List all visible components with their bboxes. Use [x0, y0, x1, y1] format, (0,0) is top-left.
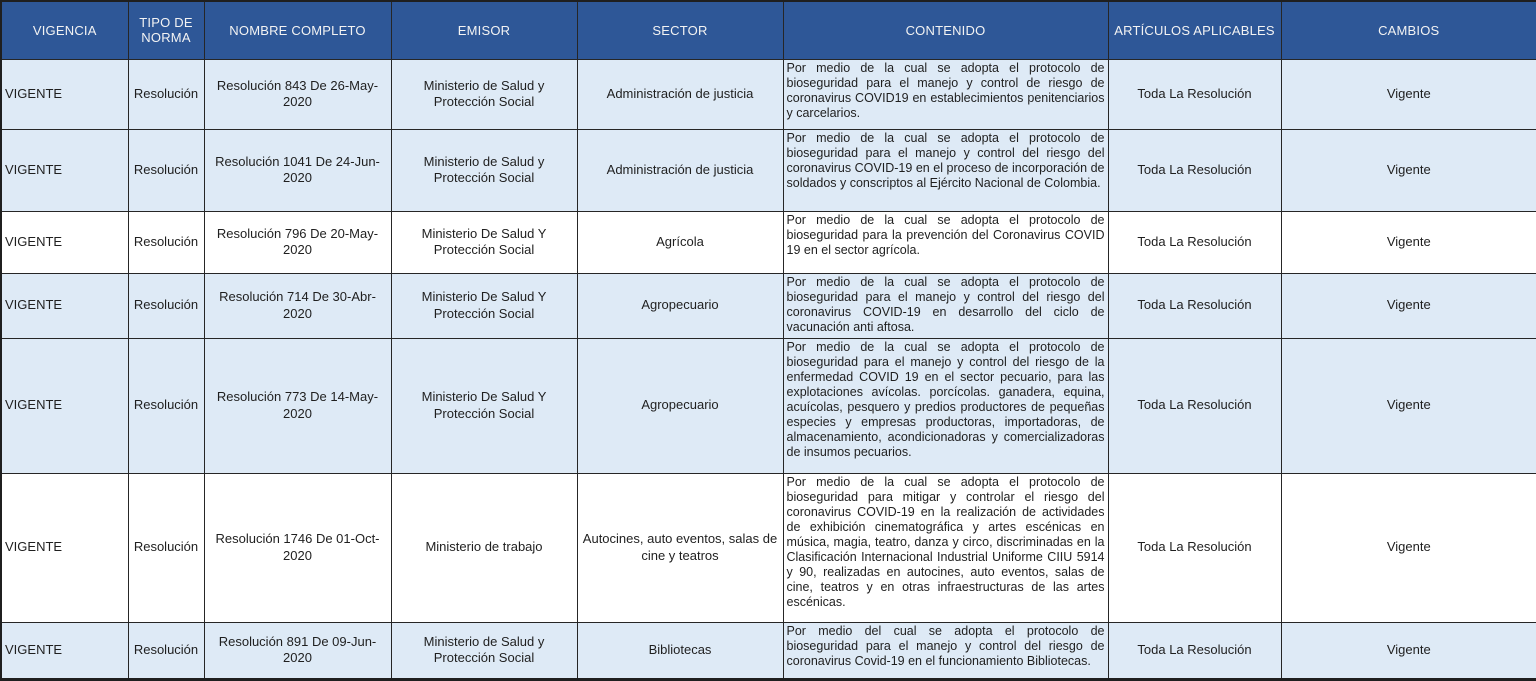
cell-contenido: Por medio de la cual se adopta el protocolo de bioseguridad para el manejo y control del riesgo del coronavirus COVID-19 en el proceso de incorporación de soldados y conscriptos al Ejército Nacional de Colombia. [783, 129, 1108, 211]
cell-contenido: Por medio del cual se adopta el protocolo de bioseguridad para el manejo y control del riesgo de coronavirus Covid-19 en el funcionamiento Bibliotecas. [783, 622, 1108, 679]
cell-cambios: Vigente [1281, 473, 1536, 622]
col-header-tipo-de-norma: TIPO DE NORMA [128, 1, 204, 59]
cell-articulos-aplicables: Toda La Resolución [1108, 129, 1281, 211]
cell-nombre-completo: Resolución 1746 De 01-Oct-2020 [204, 473, 391, 622]
table-row [1, 622, 1536, 679]
table-row [1, 211, 1536, 273]
col-header-nombre-completo: NOMBRE COMPLETO [204, 1, 391, 59]
cell-contenido: Por medio de la cual se adopta el protocolo de bioseguridad para mitigar y controlar el riesgo del coronavirus COVID-19 en la realización de actividades de exhibición cinematográfica y artes escénicas en música, magia, teatro, danza y circo, discriminadas en la Clasificación Internacional Industrial Uniforme CIIU 5914 y 90, realizadas en autocines, auto eventos, salas de cine, teatros y en otras infraestructuras de las artes escénicas. [783, 473, 1108, 622]
cell-contenido: Por medio de la cual se adopta el protocolo de bioseguridad para el manejo y control de riesgo de coronavirus COVID19 en establecimientos penitenciarios y carcelarios. [783, 59, 1108, 129]
col-header-contenido: CONTENIDO [783, 1, 1108, 59]
cell-tipo-de-norma: Resolución [128, 338, 204, 473]
table-row [1, 473, 1536, 622]
col-header-sector: SECTOR [577, 1, 783, 59]
table-row [1, 338, 1536, 473]
cell-cambios: Vigente [1281, 622, 1536, 679]
cell-sector: Administración de justicia [577, 59, 783, 129]
cell-vigencia: VIGENTE [1, 273, 128, 338]
cell-articulos-aplicables: Toda La Resolución [1108, 338, 1281, 473]
cell-sector: Agrícola [577, 211, 783, 273]
cell-cambios: Vigente [1281, 273, 1536, 338]
cell-sector: Agropecuario [577, 338, 783, 473]
table-row [1, 129, 1536, 211]
col-header-emisor: EMISOR [391, 1, 577, 59]
cell-nombre-completo: Resolución 796 De 20-May-2020 [204, 211, 391, 273]
cell-sector: Autocines, auto eventos, salas de cine y teatros [577, 473, 783, 622]
table-row [1, 59, 1536, 129]
cell-contenido: Por medio de la cual se adopta el protocolo de bioseguridad para el manejo y control del riesgo del coronavirus COVID-19 en desarrollo del ciclo de vacunación anti aftosa. [783, 273, 1108, 338]
cell-cambios: Vigente [1281, 338, 1536, 473]
cell-articulos-aplicables: Toda La Resolución [1108, 273, 1281, 338]
cell-contenido: Por medio de la cual se adopta el protocolo de bioseguridad para el manejo y control del riesgo de la enfermedad COVID 19 en el sector pecuario, para las explotaciones avícolas. porcícolas. ganadera, equina, acuícolas, pesquero y predios productores de pequeñas especies y empresas productoras, importadoras, de almacenamiento, acondicionadoras y comercializadoras de insumos pecuarios. [783, 338, 1108, 473]
cell-emisor: Ministerio De Salud Y Protección Social [391, 273, 577, 338]
cell-vigencia: VIGENTE [1, 129, 128, 211]
cell-articulos-aplicables: Toda La Resolución [1108, 211, 1281, 273]
cell-cambios: Vigente [1281, 59, 1536, 129]
cell-articulos-aplicables: Toda La Resolución [1108, 59, 1281, 129]
cell-tipo-de-norma: Resolución [128, 473, 204, 622]
cell-vigencia: VIGENTE [1, 211, 128, 273]
cell-emisor: Ministerio De Salud Y Protección Social [391, 338, 577, 473]
cell-articulos-aplicables: Toda La Resolución [1108, 622, 1281, 679]
cell-vigencia: VIGENTE [1, 622, 128, 679]
cell-vigencia: VIGENTE [1, 338, 128, 473]
cell-emisor: Ministerio de Salud y Protección Social [391, 59, 577, 129]
cell-tipo-de-norma: Resolución [128, 59, 204, 129]
header-row [1, 1, 1536, 59]
cell-emisor: Ministerio de trabajo [391, 473, 577, 622]
cell-tipo-de-norma: Resolución [128, 211, 204, 273]
cell-vigencia: VIGENTE [1, 59, 128, 129]
cell-tipo-de-norma: Resolución [128, 273, 204, 338]
cell-nombre-completo: Resolución 714 De 30-Abr-2020 [204, 273, 391, 338]
col-header-vigencia: VIGENCIA [1, 1, 128, 59]
cell-nombre-completo: Resolución 843 De 26-May-2020 [204, 59, 391, 129]
cell-nombre-completo: Resolución 773 De 14-May-2020 [204, 338, 391, 473]
cell-emisor: Ministerio de Salud y Protección Social [391, 622, 577, 679]
cell-cambios: Vigente [1281, 129, 1536, 211]
cell-vigencia: VIGENTE [1, 473, 128, 622]
cell-emisor: Ministerio De Salud Y Protección Social [391, 211, 577, 273]
cell-nombre-completo: Resolución 891 De 09-Jun-2020 [204, 622, 391, 679]
col-header-articulos-aplicables: ARTÍCULOS APLICABLES [1108, 1, 1281, 59]
cell-contenido: Por medio de la cual se adopta el protocolo de bioseguridad para la prevención del Coronavirus COVID 19 en el sector agrícola. [783, 211, 1108, 273]
cell-cambios: Vigente [1281, 211, 1536, 273]
table-row [1, 273, 1536, 338]
cell-tipo-de-norma: Resolución [128, 129, 204, 211]
cell-sector: Bibliotecas [577, 622, 783, 679]
cell-emisor: Ministerio de Salud y Protección Social [391, 129, 577, 211]
cell-tipo-de-norma: Resolución [128, 622, 204, 679]
table-body [1, 59, 1536, 679]
cell-nombre-completo: Resolución 1041 De 24-Jun-2020 [204, 129, 391, 211]
cell-sector: Agropecuario [577, 273, 783, 338]
cell-articulos-aplicables: Toda La Resolución [1108, 473, 1281, 622]
col-header-cambios: CAMBIOS [1281, 1, 1536, 59]
cell-sector: Administración de justicia [577, 129, 783, 211]
